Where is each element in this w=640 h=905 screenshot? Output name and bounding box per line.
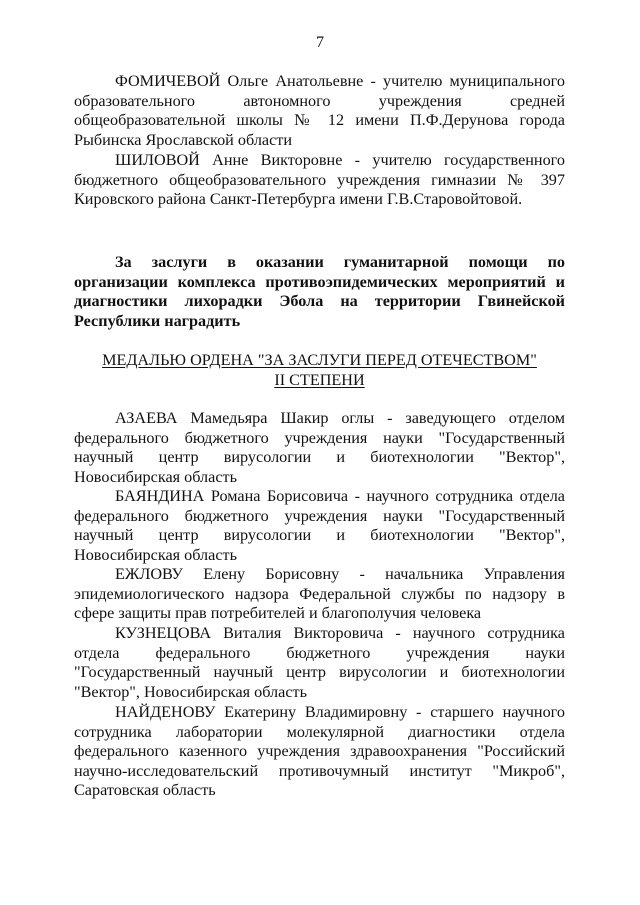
recipient-kuznetsov: КУЗНЕЦОВА Виталия Викторовича - научного сотрудника отдела федерального бюджетного учреждения науки "Государственный научный центр вирусологии и биотехнологии "Вектор", Новосибирская область [74, 624, 565, 701]
recipient-azaev: АЗАЕВА Мамедьяра Шакир оглы - заведующего отделом федерального бюджетного учреждения науки "Государственный научный центр вирусологии и биотехнологии "Вектор", Новосибирская область [74, 409, 565, 486]
recipient-naydenova: НАЙДЕНОВУ Екатерину Владимировну - старшего научного сотрудника лаборатории молекулярной диагностики отдела федерального казенного учреждения здравоохранения "Российский научно-исследовательский противочумный институт "Микроб", Саратовская область [74, 703, 565, 800]
medal-heading-line1: МЕДАЛЬЮ ОРДЕНА "ЗА ЗАСЛУГИ ПЕРЕД ОТЕЧЕСТВОМ" [102, 351, 537, 369]
recipient-ezhlova: ЕЖЛОВУ Елену Борисовну - начальника Управления эпидемиологического надзора Федеральной службы по надзору в сфере защиты прав потребителей и благополучия человека [74, 565, 565, 623]
recipient-bayandin: БАЯНДИНА Романа Борисовича - научного сотрудника отдела федерального бюджетного учреждения науки "Государственный научный центр вирусологии и биотехнологии "Вектор", Новосибирская область [74, 487, 565, 564]
medal-heading-line2: II СТЕПЕНИ [274, 370, 365, 389]
medal-heading [74, 351, 565, 390]
paragraph-shilova: ШИЛОВОЙ Анне Викторовне - учителю государственного бюджетного общеобразовательного учреждения гимназии № 397 Кировского района Санкт-Петербурга имени Г.В.Старовойтовой. [74, 151, 565, 209]
paragraph-fomicheva: ФОМИЧЕВОЙ Ольге Анатольевне - учителю муниципального образовательного автономного учреждения средней общеобразовательной школы № 12 имени П.Ф.Дерунова города Рыбинска Ярославской области [74, 72, 565, 149]
page-number: 7 [316, 34, 324, 51]
award-intro: За заслуги в оказании гуманитарной помощи по организации комплекса противоэпидемических мероприятий и диагностики лихорадки Эбола на территории Гвинейской Республики наградить [74, 253, 565, 330]
